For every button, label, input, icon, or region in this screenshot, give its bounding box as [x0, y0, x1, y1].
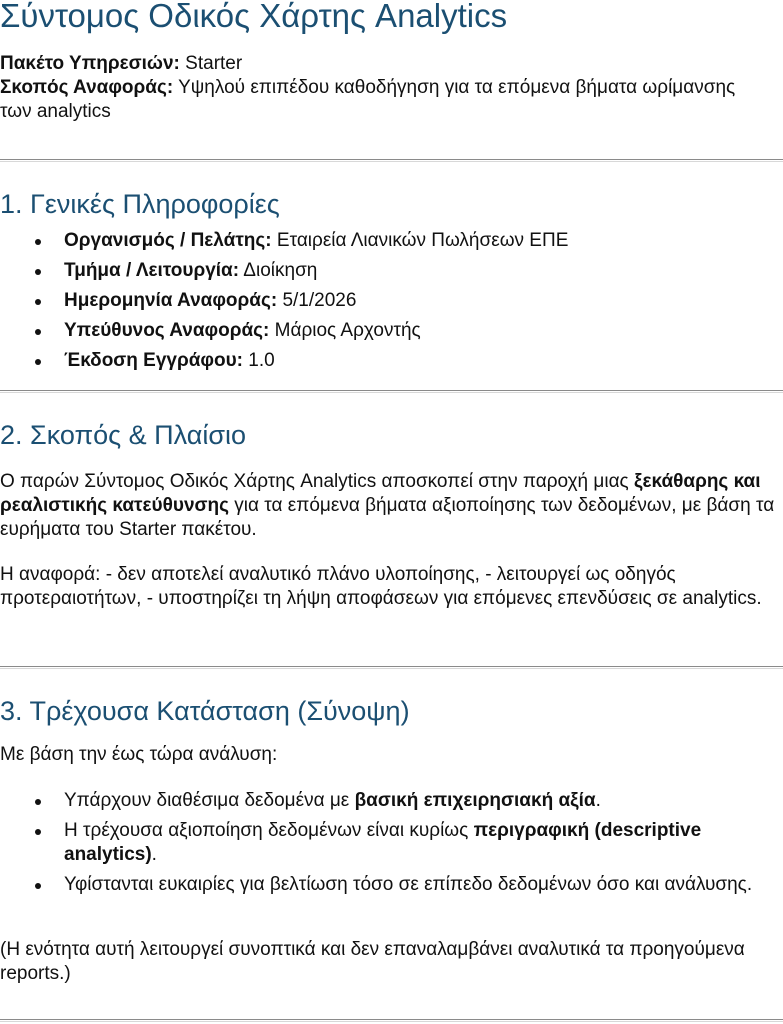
list-item — [64, 259, 783, 289]
section-heading-current-status: 3. Τρέχουσα Κατάσταση (Σύνοψη) — [0, 696, 410, 726]
text-span: για τα επόμενα βήματα αξιοποίησης των δεδομένων, με βάση τα ευρήματα του Starter πακέτου. — [0, 495, 775, 540]
report-scope-paragraph: Η αναφορά: - δεν αποτελεί αναλυτικό πλάνο υλοποίησης, - λειτουργεί ως οδηγός προτεραιοτήτων, - υποστηρίζει τη λήψη αποφάσεων για επόμενες επενδύσεις σε analytics. — [0, 564, 762, 609]
divider — [0, 1019, 783, 1022]
text-span: . — [151, 844, 157, 865]
item-value: 5/1/2026 — [282, 290, 357, 311]
emphasis-text: βασική επιχειρησιακή αξία — [354, 790, 596, 811]
status-list — [0, 789, 783, 903]
item-label: Ημερομηνία Αναφοράς: — [64, 290, 278, 311]
emphasis-text: περιγραφική (descriptive analytics) — [64, 820, 702, 865]
section-heading-purpose: 2. Σκοπός & Πλαίσιο — [0, 420, 247, 450]
item-label: Οργανισμός / Πελάτης: — [64, 230, 272, 251]
divider — [0, 666, 783, 669]
item-value: Μάριος Αρχοντής — [274, 320, 421, 341]
item-label: Υπεύθυνος Αναφοράς: — [64, 320, 270, 341]
general-info-list — [0, 229, 783, 379]
package-value: Starter — [185, 53, 243, 74]
text-span: Ο παρών Σύντομος Οδικός Χάρτης Analytics αποσκοπεί στην παροχή μιας — [0, 471, 634, 492]
item-value: 1.0 — [248, 350, 275, 371]
divider — [0, 390, 783, 393]
package-line — [0, 52, 770, 76]
item-value: Εταιρεία Λιανικών Πωλήσεων ΕΠΕ — [276, 230, 569, 251]
emphasis-text: ξεκάθαρης και ρεαλιστικής κατεύθυνσης — [0, 471, 761, 516]
list-item — [64, 789, 783, 813]
list-item — [64, 873, 783, 897]
report-meta — [0, 52, 770, 124]
item-value: Διοίκηση — [243, 260, 318, 281]
list-item — [64, 289, 783, 319]
text-span: Υπάρχουν διαθέσιμα δεδομένα με — [64, 790, 355, 811]
list-item — [64, 229, 783, 259]
list-item — [64, 819, 783, 867]
status-intro: Με βάση την έως τώρα ανάλυση: — [0, 744, 278, 765]
text-span: . — [595, 790, 601, 811]
purpose-paragraph — [0, 470, 781, 542]
purpose-label: Σκοπός Αναφοράς: — [0, 77, 174, 98]
list-item — [64, 349, 783, 379]
section-note: (Η ενότητα αυτή λειτουργεί συνοπτικά και δεν επαναλαμβάνει αναλυτικά τα προηγούμενα reports.) — [0, 939, 745, 984]
item-label: Έκδοση Εγγράφου: — [64, 350, 244, 371]
purpose-value: Υψηλού επιπέδου καθοδήγηση για τα επόμενα βήματα ωρίμανσης των analytics — [0, 77, 736, 122]
divider — [0, 159, 783, 162]
page-title: Σύντομος Οδικός Χάρτης Analytics — [0, 0, 508, 34]
text-span: Η τρέχουσα αξιοποίηση δεδομένων είναι κυρίως — [64, 820, 474, 841]
section-heading-general-info: 1. Γενικές Πληροφορίες — [0, 189, 280, 219]
list-item — [64, 319, 783, 349]
purpose-line — [0, 76, 770, 124]
item-label: Τμήμα / Λειτουργία: — [64, 260, 240, 281]
text-span: Υφίστανται ευκαιρίες για βελτίωση τόσο σε επίπεδο δεδομένων όσο και ανάλυσης. — [64, 874, 753, 895]
package-label: Πακέτο Υπηρεσιών: — [0, 53, 180, 74]
